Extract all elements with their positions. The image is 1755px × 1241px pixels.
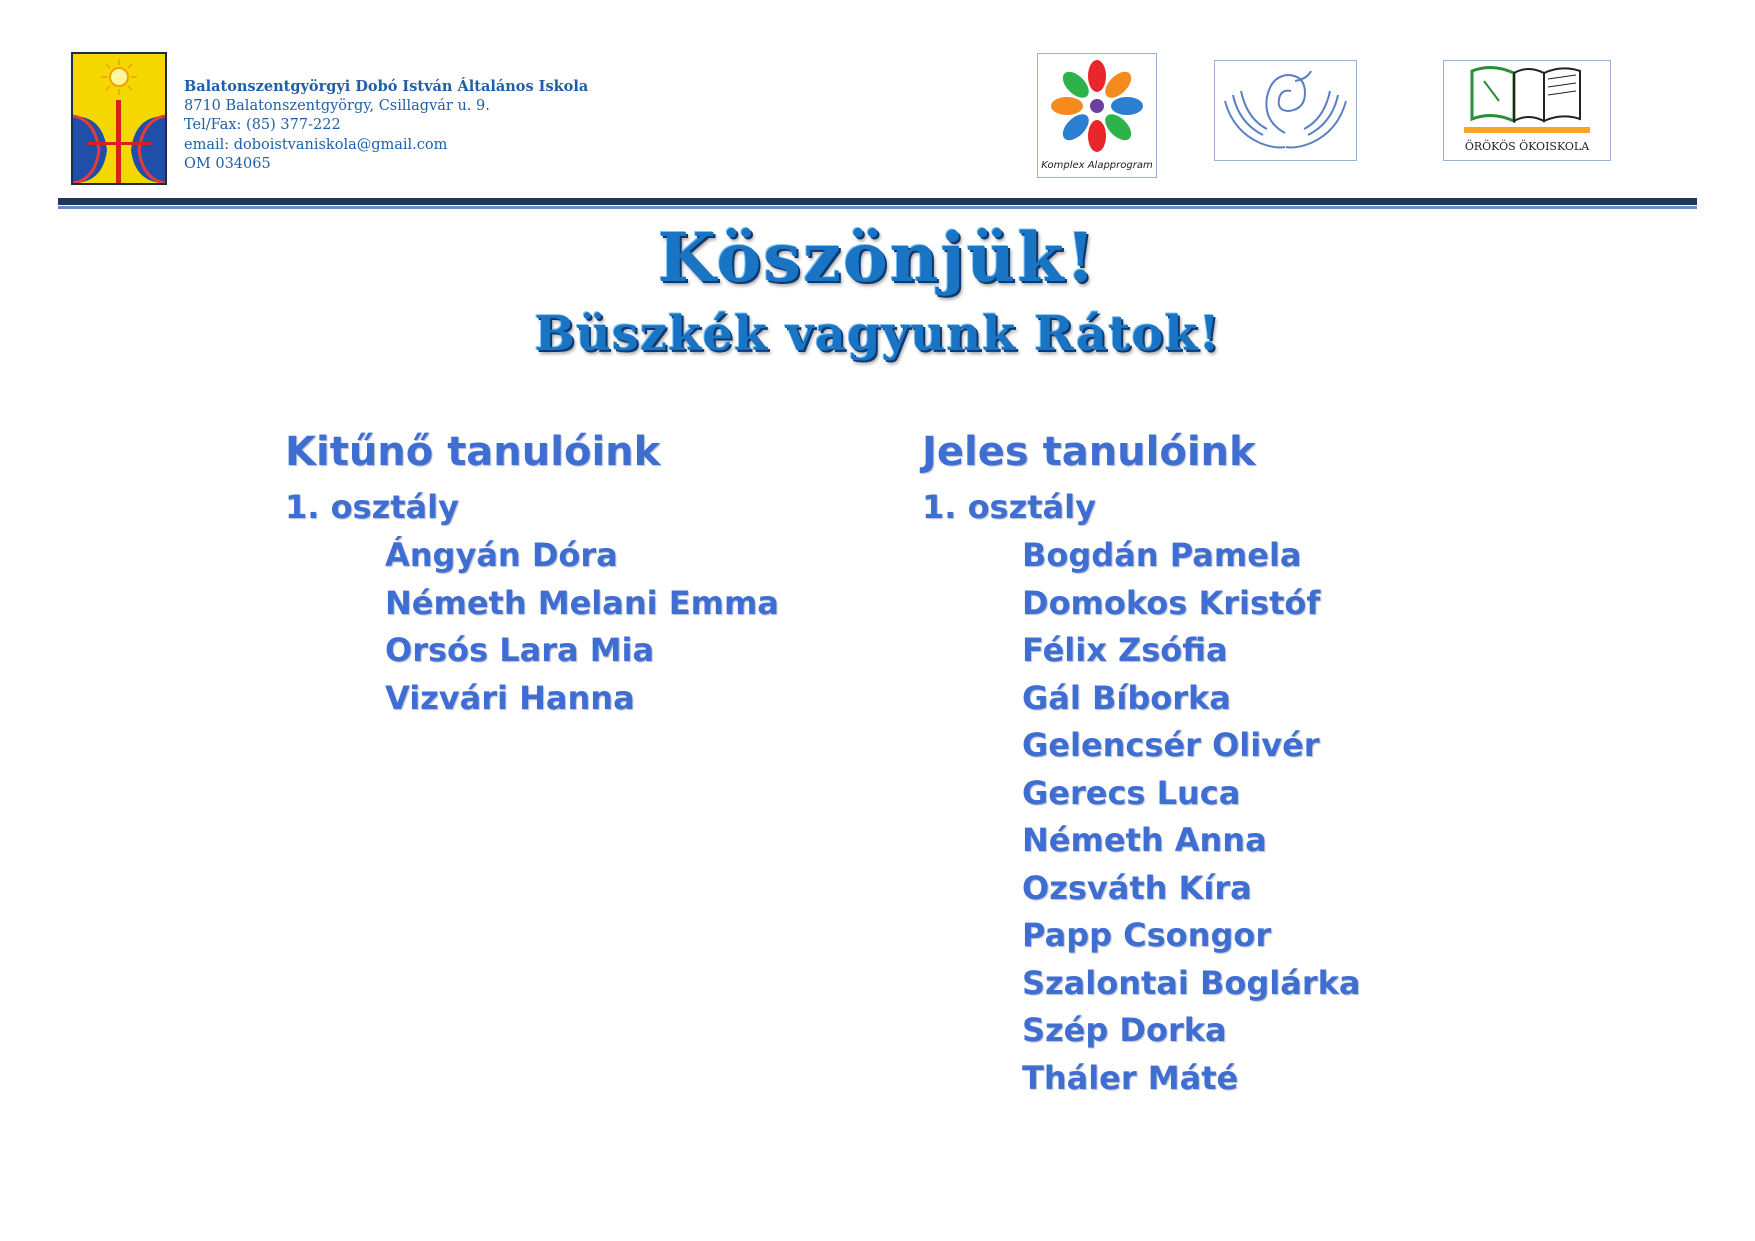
student-name: Ozsváth Kíra <box>1022 868 1252 907</box>
class-label: 1. osztály <box>285 488 459 526</box>
student-name: Gál Bíborka <box>1022 678 1231 717</box>
page-title: Köszönjük! <box>657 218 1098 297</box>
student-name: Papp Csongor <box>1022 916 1272 954</box>
student-name: Tháler Máté <box>1022 1058 1239 1097</box>
hands-logo <box>1214 60 1357 161</box>
school-info <box>184 77 588 175</box>
school-logo <box>71 52 167 185</box>
school-address: 8710 Balatonszentgyörgy, Csillagvár u. 9. <box>184 97 490 114</box>
student-name: Domokos Kristóf <box>1022 583 1321 622</box>
school-om: OM 034065 <box>184 156 271 172</box>
orokos-okoiskola-logo <box>1443 60 1611 161</box>
oko-caption: ÖRÖKÖS ÖKOISKOLA <box>1464 140 1590 153</box>
column-heading: Kitűnő tanulóink <box>285 429 661 475</box>
good-students-column <box>922 422 1361 1102</box>
header-divider <box>58 198 1697 205</box>
page-subtitle: Büszkék vagyunk Rátok! <box>534 306 1221 362</box>
student-name: Gerecs Luca <box>1022 773 1241 812</box>
student-name: Németh Melani Emma <box>385 583 779 622</box>
student-name: Bogdán Pamela <box>1022 536 1302 574</box>
student-name: Szép Dorka <box>1022 1011 1227 1049</box>
school-emblem-icon <box>73 54 165 183</box>
komplex-alapprogram-logo <box>1037 53 1157 178</box>
student-name: Orsós Lara Mia <box>385 631 655 669</box>
student-name: Félix Zsófia <box>1022 631 1228 669</box>
class-label: 1. osztály <box>922 488 1096 526</box>
school-name: Balatonszentgyörgyi Dobó István Általános Iskola <box>184 78 589 95</box>
student-list <box>922 532 1361 1102</box>
open-book-leaf-icon <box>1444 61 1610 141</box>
column-heading: Jeles tanulóink <box>922 429 1256 475</box>
student-name: Ángyán Dóra <box>385 536 618 574</box>
school-email: email: doboistvaniskola@gmail.com <box>184 136 448 153</box>
header-divider-accent <box>58 206 1697 209</box>
student-name: Németh Anna <box>1022 821 1267 859</box>
student-list <box>285 532 779 722</box>
school-phone: Tel/Fax: (85) 377-222 <box>184 117 341 133</box>
komplex-caption: Komplex Alapprogram <box>1041 160 1153 171</box>
hands-star-icon <box>1038 54 1156 154</box>
cupped-hands-icon <box>1215 61 1356 160</box>
student-name: Gelencsér Olivér <box>1022 726 1320 764</box>
student-name: Szalontai Boglárka <box>1022 963 1361 1002</box>
student-name: Vizvári Hanna <box>385 678 635 717</box>
excellent-students-column <box>285 422 779 722</box>
